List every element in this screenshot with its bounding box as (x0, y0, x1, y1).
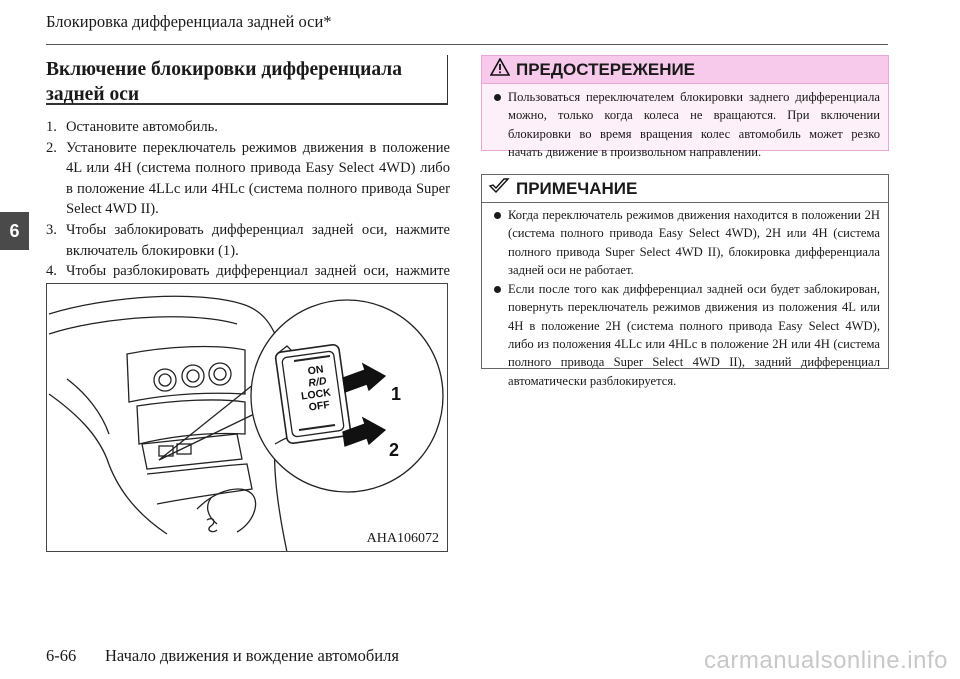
step-item (46, 117, 450, 138)
step-number: 3. (46, 221, 57, 238)
switch-label-off: OFF (308, 398, 331, 414)
step-text: Чтобы разблокировать дифференциал задней оси, нажмите (66, 263, 450, 280)
section-heading (46, 55, 448, 105)
bullet-icon (494, 212, 501, 219)
switch-label-on: ON (306, 363, 325, 378)
warning-triangle-icon (490, 58, 510, 81)
steps-list (46, 117, 450, 302)
section-heading-line-2: задней оси (46, 84, 140, 105)
note-header (482, 175, 888, 203)
step-text: Установите переключатель режимов движения в положение 4L или 4H (система полного привода Easy Select 4WD) либо в положение 4LLc или 4HLc (система полного привода Super Select 4WD II). (66, 139, 450, 218)
page-header-title: Блокировка дифференциала задней оси* (46, 12, 332, 31)
step-item (46, 220, 450, 261)
note-title: ПРИМЕЧАНИЕ (516, 178, 638, 198)
figure-code: AHA106072 (366, 531, 439, 546)
step-item (46, 138, 450, 220)
watermark: carmanualsonline.info (704, 647, 948, 674)
step-text: Остановите автомобиль. (66, 119, 218, 135)
step-text: Чтобы заблокировать дифференциал задней оси, нажмите включатель блокировки (1). (66, 221, 450, 259)
warning-item-text: Пользоваться переключателем блокировки заднего дифференциала можно, только когда колеса не вращаются. При включении блокировки во время вращения колес автомобиль может резко начать движение в произвольном направлении. (508, 90, 880, 159)
callout-2: 2 (389, 440, 400, 460)
warning-item (490, 88, 880, 161)
bullet-icon (494, 286, 501, 293)
warning-header (482, 56, 888, 84)
section-heading-line-1: Включение блокировки дифференциала (46, 59, 402, 80)
callout-1: 1 (391, 384, 402, 404)
note-item-text: Если после того как дифференциал задней оси будет заблокирован, повернуть переключатель режимов движения из положения 4L или 4H в положение 2H (система полного привода Easy Select 4WD), либо из положения 4LLc или 4HLc в положение 2H или 4H (система полного привода Super Select 4WD II), задний дифференциал автоматически разблокируется. (508, 282, 880, 388)
note-box (481, 174, 889, 388)
switch-label-lock: LOCK (300, 386, 332, 403)
chapter-tab[interactable]: 6 (0, 212, 29, 250)
illustration-drawing (47, 284, 448, 552)
note-item-text: Когда переключатель режимов движения находится в положении 2H (система полного привода Easy Select 4WD), 2H или 4H (система полного привода Super Select 4WD II), блокировка дифференциала задней оси не работает. (508, 208, 880, 277)
note-check-icon (488, 177, 510, 200)
footer-chapter-title: Начало движения и вождение автомобиля (105, 646, 399, 665)
header-rule (46, 44, 888, 45)
dashboard-illustration (46, 283, 448, 552)
note-item (490, 206, 880, 279)
warning-title: ПРЕДОСТЕРЕЖЕНИЕ (516, 59, 696, 79)
step-number: 2. (46, 139, 57, 156)
note-item (490, 280, 880, 390)
footer-page-number: 6-66 (46, 646, 77, 665)
step-number: 4. (46, 263, 57, 280)
bullet-icon (494, 94, 501, 101)
switch-label-rd: R/D (307, 375, 328, 390)
step-number: 1. (46, 119, 57, 135)
warning-box (481, 55, 889, 159)
